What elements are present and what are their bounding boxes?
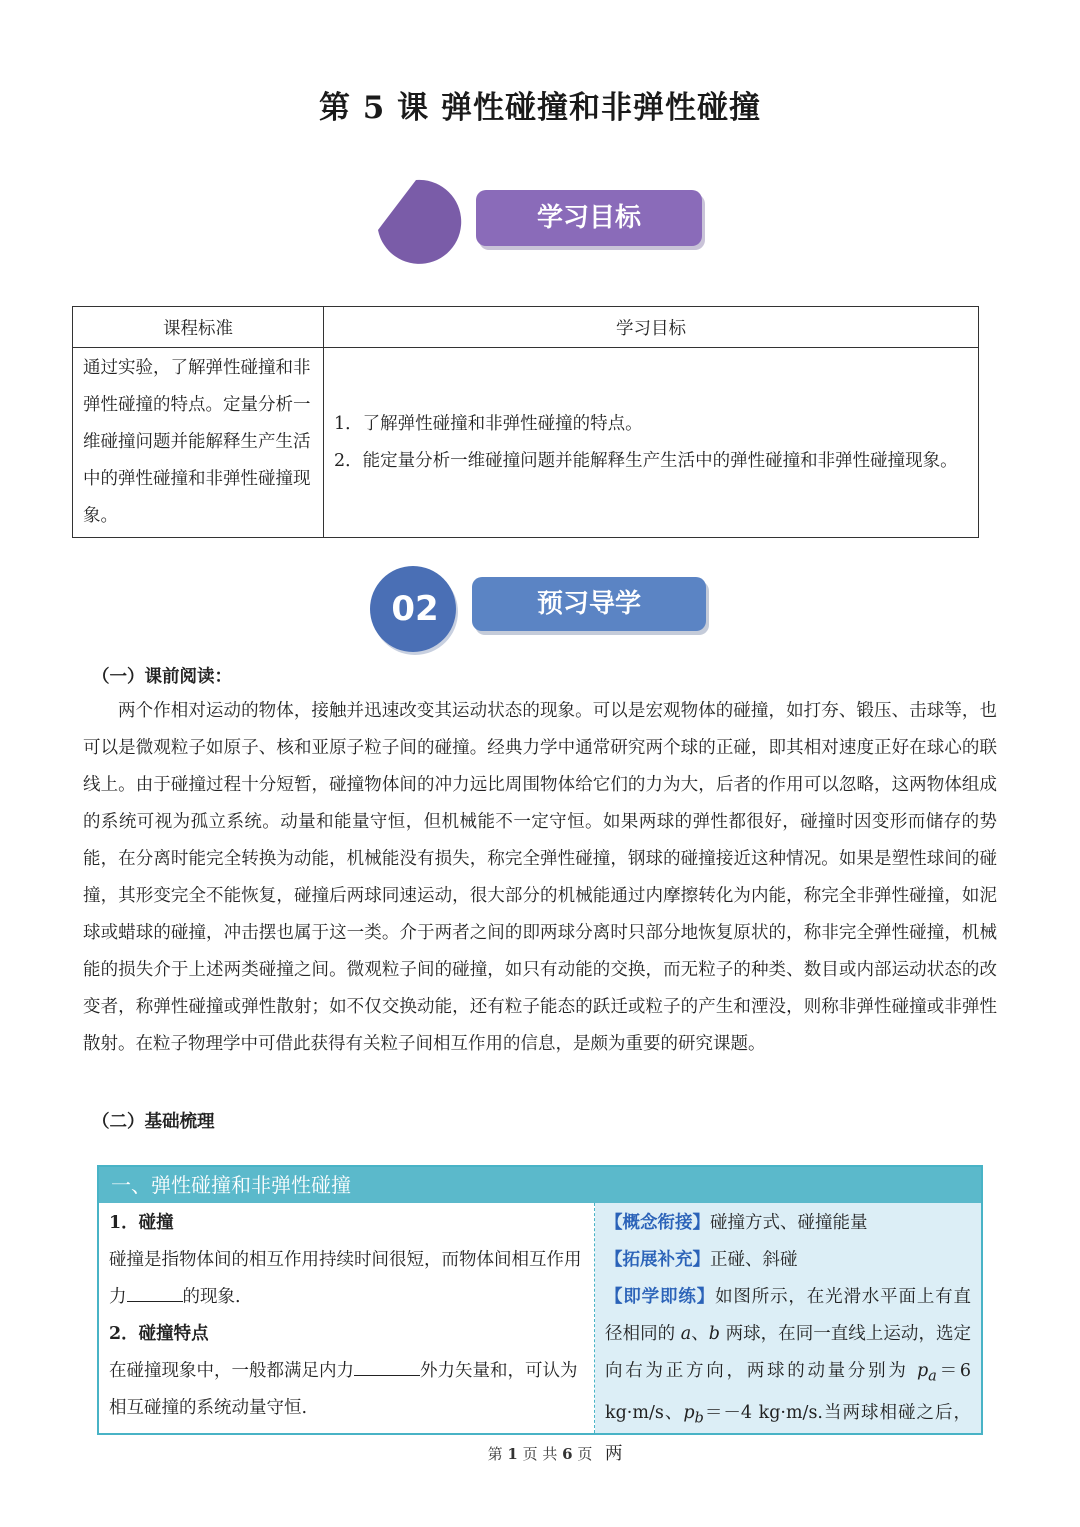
collision-definition [109,1242,584,1316]
header-standard: 课程标准 [73,307,324,348]
preview-guide-banner [370,566,710,654]
banner-number: 02 [391,589,439,629]
momentum-a-sub: a [928,1367,937,1385]
collision-feature-text [109,1353,584,1427]
footer-total-pages: 6 [562,1445,573,1463]
footer-mid: 页 共 [517,1445,563,1463]
extension-text: 正碰、斜碰 [710,1250,798,1270]
collision-heading: 1．碰撞 [109,1213,174,1233]
extension-tag: 【拓展补充】 [605,1250,710,1270]
page-footer [0,1443,1080,1464]
momentum-b-sub: b [694,1409,704,1426]
section-pre-reading: （一）课前阅读： [92,667,232,687]
concept-text: 碰撞方式、碰撞能量 [710,1213,868,1233]
table-row [73,348,979,538]
feature-text-end: 外力矢量和，可认为相互碰撞的系统动量守恒. [109,1361,578,1418]
learning-goals-banner [376,178,706,268]
practice-tag: 【即学即练】 [605,1287,716,1307]
practice-text-2: 两球，在同一直线上运动，选定向右为正方向，两球的动量分别为 [605,1324,972,1381]
goals-table [72,306,979,538]
section-basics: （二）基础梳理 [92,1112,215,1132]
practice-text: 如图所示，在光滑水平面上有直径相同的 [605,1287,972,1344]
footer-page-number: 1 [507,1445,518,1463]
separator: 、 [691,1324,709,1344]
momentum-b-value: ＝－4 kg·m/s.当两球相碰之后，两 [605,1402,971,1464]
extension [605,1242,971,1279]
objective-item: 1．了解弹性碰撞和非弹性碰撞的特点。 [334,413,643,434]
momentum-b-symbol: p [683,1402,695,1423]
definition-text-end: 的现象. [182,1287,241,1307]
concept-tag: 【概念衔接】 [605,1213,710,1233]
objective-item: 2．能定量分析一维碰撞问题并能解释生产生活中的弹性碰撞和非弹性碰撞现象。 [334,450,958,471]
momentum-a-symbol: p [916,1361,929,1381]
header-objectives: 学习目标 [324,307,979,348]
fill-blank[interactable] [127,1284,183,1303]
page-title: 第 5 课 弹性碰撞和非弹性碰撞 [319,90,761,126]
panel-left-column [99,1203,595,1433]
course-standard: 通过实验，了解弹性碰撞和非弹性碰撞的特点。定量分析一维碰撞问题并能解释生产生活中的弹性碰撞和非弹性碰撞现象。 [73,348,324,538]
reading-paragraph: 两个作相对运动的物体，接触并迅速改变其运动状态的现象。可以是宏观物体的碰撞，如打夯、锻压、击球等，也可以是微观粒子如原子、核和亚原子粒子间的碰撞。经典力学中通常研究两个球的正碰，即其相对速度正好在球心的联线上。由于碰撞过程十分短暂，碰撞物体间的冲力远比周围物体给它们的力为大，后者的作用可以忽略，这两物体组成的系统可视为孤立系统。动量和能量守恒，但机械能不一定守恒。如果两球的弹性都很好，碰撞时因变形而储存的势能，在分离时能完全转换为动能，机械能没有损失，称完全弹性碰撞，钢球的碰撞接近这种情况。如果是塑性球间的碰撞，其形变完全不能恢复，碰撞后两球同速运动，很大部分的机械能通过内摩擦转化为内能，称完全非弹性碰撞，如泥球或蜡球的碰撞，冲击摆也属于这一类。介于两者之间的即两球分离时只部分地恢复原状的，称非完全弹性碰撞，机械能的损失介于上述两类碰撞之间。微观粒子间的碰撞，如只有动能的交换，而无粒子的种类、数目或内部运动状态的改变者，称弹性碰撞或弹性散射；如不仅交换动能，还有粒子能态的跃迁或粒子的产生和湮没，则称非弹性碰撞或非弹性散射。在粒子物理学中可借此获得有关粒子间相互作用的信息，是颇为重要的研究课题。 [83,701,997,1054]
panel-heading: 一、弹性碰撞和非弹性碰撞 [99,1167,981,1203]
concept-link [605,1205,971,1242]
feature-text: 在碰撞现象中，一般都满足内力 [109,1361,354,1381]
learning-goals-label: 学习目标 [476,190,702,246]
momentum-a-value: ＝6 kg·m/s、 [605,1361,971,1423]
fill-blank[interactable] [354,1358,420,1377]
footer-post: 页 [572,1445,593,1463]
collision-feature-heading: 2．碰撞特点 [109,1324,209,1344]
footer-pre: 第 [487,1445,508,1463]
preview-guide-label: 预习导学 [472,577,706,631]
table-header-row [73,307,979,348]
banner-disc-icon [376,178,466,268]
panel-right-column [595,1203,981,1464]
objective-list [324,348,979,538]
ball-b: b [708,1324,720,1344]
definition-text: 碰撞是指物体间的相互作用持续时间很短，而物体间相互作用力 [109,1250,582,1307]
ball-a: a [680,1324,692,1344]
